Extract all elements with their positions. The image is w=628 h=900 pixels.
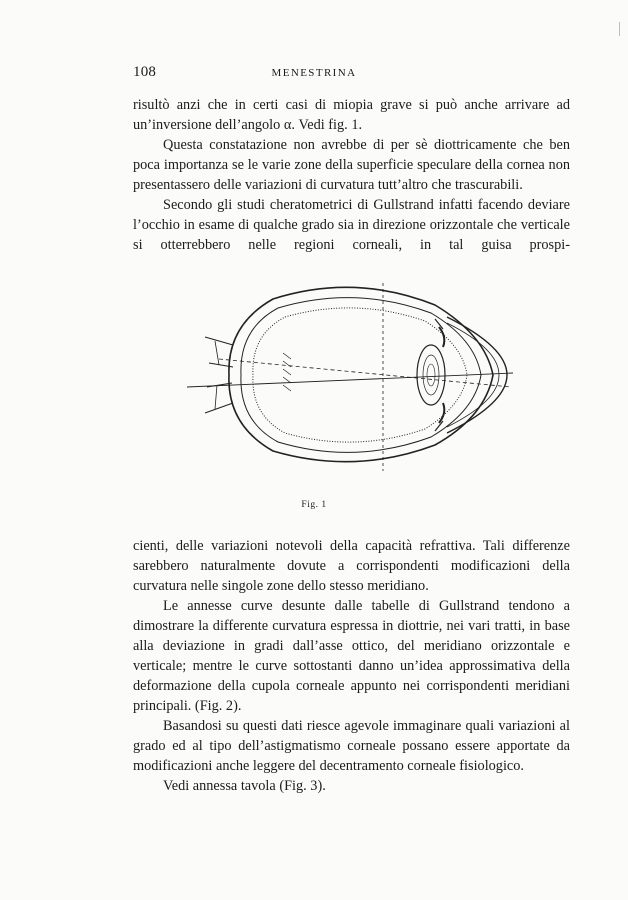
margin-mark (619, 22, 620, 36)
paragraph: Vedi annessa tavola (Fig. 3). (163, 778, 326, 794)
paragraph: Basandosi su questi dati riesce agevole immaginare quali variazioni al grado ed al tipo dell’astigmatismo corneale possano essere apportate da modificazioni anche leggere del decentramento corneale fisiologico. (133, 718, 570, 774)
paragraph: Secondo gli studi cheratometrici di Gullstrand infatti facendo deviare l’occhio in esame di qualche grado sia in direzione orizzontale che verticale si otterrebbero nelle regioni corneali, in tal guisa prospi- (133, 197, 570, 253)
running-title: MENESTRINA (271, 67, 357, 79)
eye-cross-section-icon (185, 275, 515, 475)
paragraph: risultò anzi che in certi casi di miopia grave si può anche arrivare ad un’inversione dell’angolo α. Vedi fig. 1. (133, 97, 570, 133)
figure-caption: Fig. 1 (301, 500, 327, 510)
paragraph: Le annesse curve desunte dalle tabelle di Gullstrand tendono a dimostrare la differente curvatura espressa in diottrie, nei vari tratti, in base alla deviazione in gradi dall’asse ottico, del meridiano orizzontale e verticale; mentre le curve sottostanti danno un’idea approssimativa della deformazione della cupola corneale appunto nei corrispondenti meridiani principali. (Fig. 2). (133, 598, 570, 714)
text-block-bottom (133, 536, 570, 796)
paragraph: Questa constatazione non avrebbe di per sè diottricamente che ben poca importanza se le varie zone della superficie speculare della cornea non presentassero delle variazioni di curvatura tutt’altro che trascurabili. (133, 137, 570, 193)
text-block-top (133, 95, 570, 255)
page-number: 108 (133, 64, 157, 80)
optical-axis (187, 373, 513, 387)
paragraph: cienti, delle variazioni notevoli della capacità refrattiva. Tali differenze sarebbero naturalmente dovute a corrispondenti modificazioni della curvatura nelle singole zone dello stesso meridiano. (133, 538, 570, 594)
iris (439, 327, 444, 423)
lens (417, 345, 445, 405)
eye-cross-section-figure (185, 275, 515, 475)
